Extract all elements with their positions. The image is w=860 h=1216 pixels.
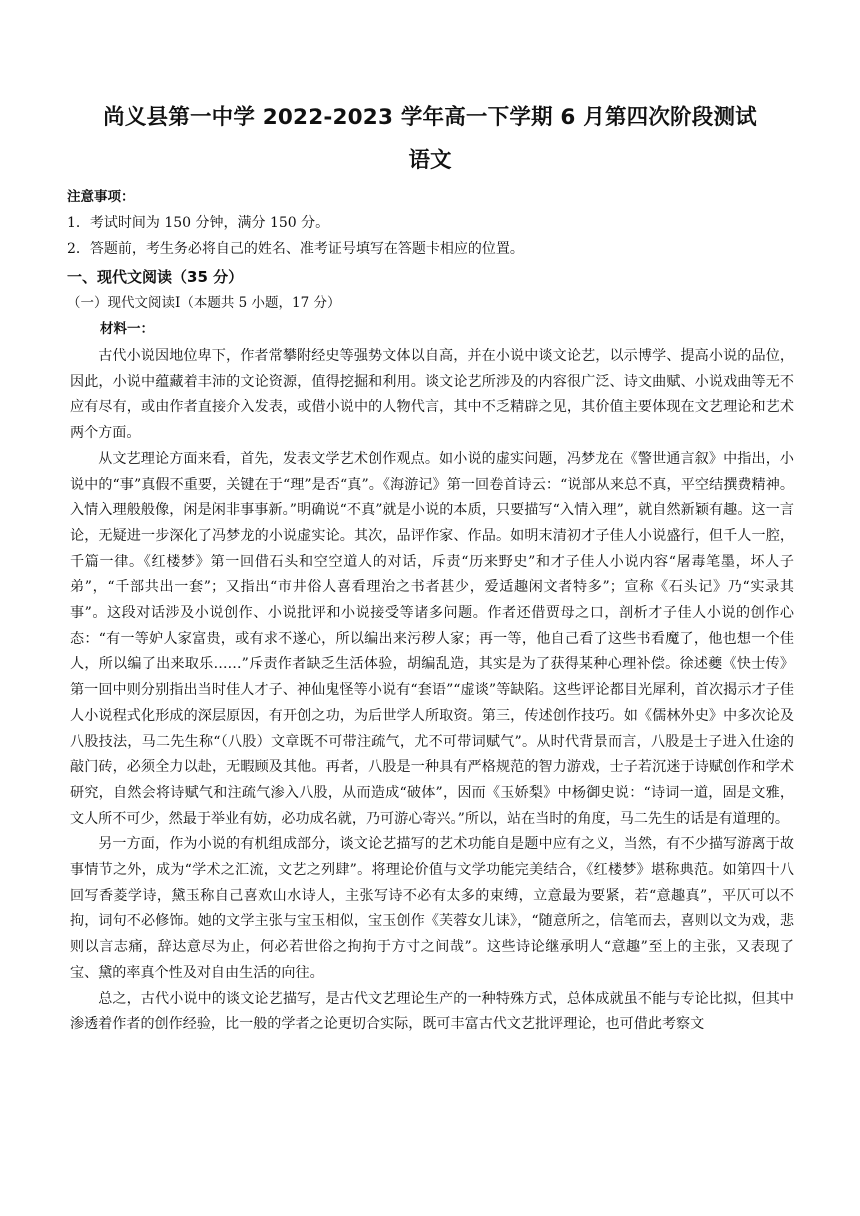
subsection-heading: （一）现代文阅读Ⅰ（本题共 5 小题，17 分） <box>67 295 341 311</box>
notice-item: 1．考试时间为 150 分钟，满分 150 分。 <box>67 215 330 231</box>
section-heading: 一、现代文阅读（35 分） <box>67 268 244 286</box>
notice-heading: 注意事项： <box>67 189 135 205</box>
passage-paragraph: 另一方面，作为小说的有机组成部分，谈文论艺描写的艺术功能自是题中应有之义，当然，有不少描写游离于故事情节之外，成为“学术之汇流，文艺之列肆”。将理论价值与文学功能完美结合，《红楼梦》堪称典范。如第四十八回写香菱学诗，黛玉称自己喜欢山水诗人，主张写诗不必有太多的束缚，立意最为要紧，若“意趣真”，平仄可以不拘，词句不必修饰。她的文学主张与宝玉相似，宝玉创作《芙蓉女儿诔》，“随意所之，信笔而去，喜则以文为戏，悲则以言志痛，辞达意尽为止，何必若世俗之拘拘于方寸之间哉”。这些诗论继承明人“意趣”至上的主张，又表现了宝、黛的率真个性及对自由生活的向往。 <box>70 836 794 981</box>
exam-title: 尚义县第一中学 2022-2023 学年高一下学期 6 月第四次阶段测试 <box>103 105 757 130</box>
subject-title: 语文 <box>408 148 452 173</box>
passage-body <box>70 344 794 1038</box>
passage-paragraph: 古代小说因地位卑下，作者常攀附经史等强势文体以自高，并在小说中谈文论艺，以示博学、提高小说的品位，因此，小说中蕴藏着丰沛的文论资源，值得挖掘和利用。谈文论艺所涉及的内容很广泛、诗文曲赋、小说戏曲等无不应有尽有，或由作者直接介入发表，或借小说中的人物代言，其中不乏精辟之见，其价值主要体现在文艺理论和艺术两个方面。 <box>70 348 794 442</box>
passage-paragraph: 从文艺理论方面来看，首先，发表文学艺术创作观点。如小说的虚实问题，冯梦龙在《警世通言叙》中指出，小说中的“事”真假不重要，关键在于“理”是否“真”。《海游记》第一回卷首诗云：“说部从来总不真，平空结撰费精神。入情入理般般像，闲是闲非事事新。”明确说“不真”就是小说的本质，只要描写“入情入理”，就自然新颖有趣。这一言论，无疑进一步深化了冯梦龙的小说虚实论。其次，品评作家、作品。如明末清初才子佳人小说盛行，但千人一腔，千篇一律。《红楼梦》第一回借石头和空空道人的对话，斥责“历来野史”和才子佳人小说内容“屠毒笔墨，坏人子弟”，“千部共出一套”；又指出“市井俗人喜看理治之书者甚少，爱适趣闲文者特多”；宣称《石头记》乃“实录其事”。这段对话涉及小说创作、小说批评和小说接受等诸多问题。作者还借贾母之口，剖析才子佳人小说的创作心态：“有一等妒人家富贵，或有求不遂心，所以编出来污秽人家；再一等，他自己看了这些书看魔了，他也想一个佳人，所以编了出来取乐……”斥责作者缺乏生活体验，胡编乱造，其实是为了获得某种心理补偿。徐述夔《快士传》第一回中则分别指出当时佳人才子、神仙鬼怪等小说有“套语”“虚谈”等缺陷。这些评论都目光犀利，首次揭示才子佳人小说程式化形成的深层原因，有开创之功，为后世学人所取资。第三，传述创作技巧。如《儒林外史》中多次论及八股技法，马二先生称“（八股）文章既不可带注疏气，尤不可带词赋气”。从时代背景而言，八股是士子进入仕途的敲门砖，必须全力以赴，无暇顾及其他。再者，八股是一种具有严格规范的智力游戏，士子若沉迷于诗赋创作和学术研究，自然会将诗赋气和注疏气渗入八股，从而造成“破体”，因而《玉娇梨》中杨御史说：“诗词一道，固是文雅，文人所不可少，然最于举业有妨，必功成名就，乃可游心寄兴。”所以，站在当时的角度，马二先生的话是有道理的。 <box>70 450 794 827</box>
material-heading: 材料一： <box>100 321 154 337</box>
passage-paragraph: 总之，古代小说中的谈文论艺描写，是古代文艺理论生产的一种特殊方式，总体成就虽不能与专论比拟，但其中渗透着作者的创作经验，比一般的学者之论更切合实际，既可丰富古代文艺批评理论，也可借此考察文 <box>70 990 794 1033</box>
notice-item: 2．答题前，考生务必将自己的姓名、准考证号填写在答题卡相应的位置。 <box>67 241 524 257</box>
